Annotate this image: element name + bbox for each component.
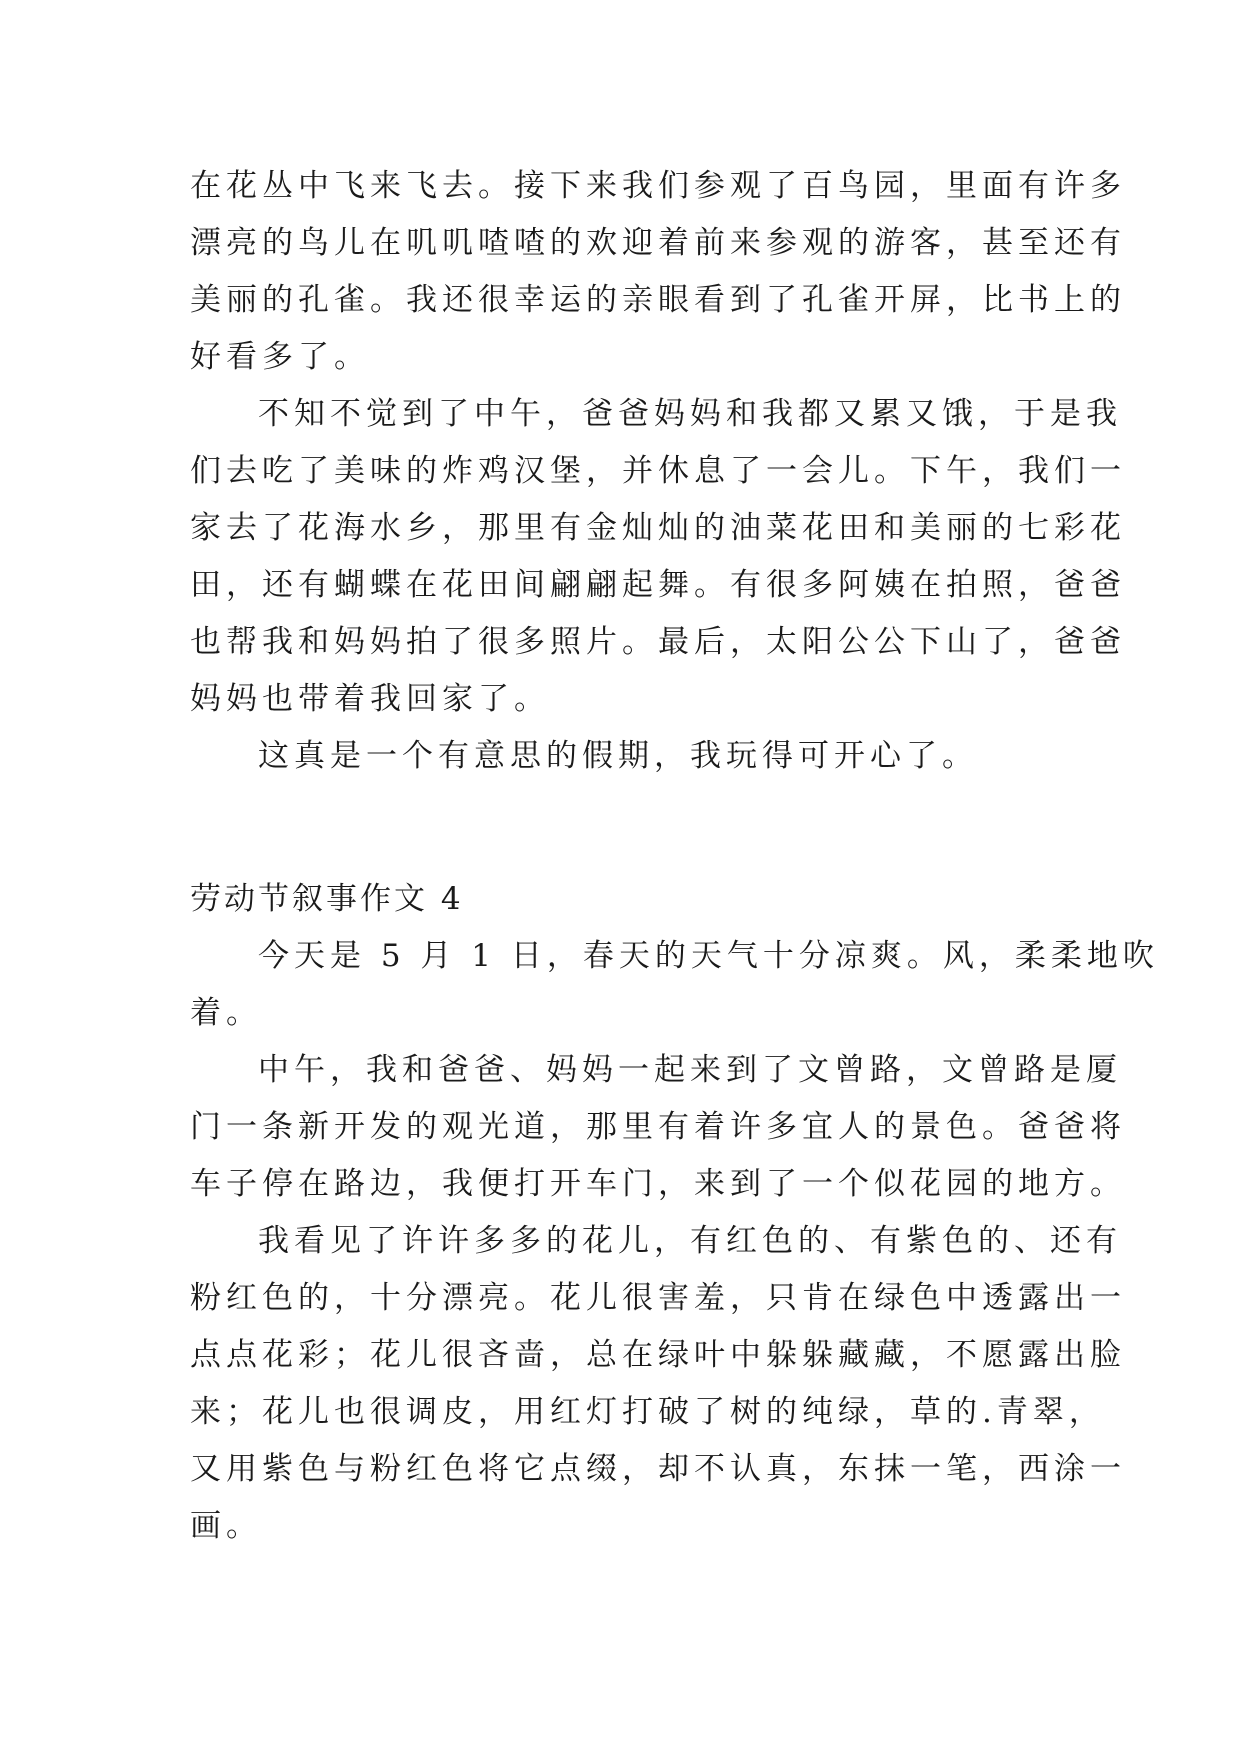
- paragraphs-before: [190, 158, 1126, 785]
- text-line: 这真是一个有意思的假期，我玩得可开心了。: [258, 738, 978, 774]
- text-line: 我看见了许许多多的花儿，有红色的、有紫色的、还有: [258, 1223, 1122, 1259]
- text-line: 粉红色的，十分漂亮。花儿很害羞，只肯在绿色中透露出一: [190, 1280, 1126, 1316]
- text-line: 画。: [190, 1508, 262, 1544]
- paragraphs-after: [190, 928, 1159, 1555]
- text-line: 也帮我和妈妈拍了很多照片。最后，太阳公公下山了，爸爸: [190, 624, 1126, 660]
- paragraph-p2: [190, 386, 1126, 728]
- text-line: 不知不觉到了中午，爸爸妈妈和我都又累又饿，于是我: [258, 396, 1122, 432]
- text-line: 中午，我和爸爸、妈妈一起来到了文曾路，文曾路是厦: [258, 1052, 1122, 1088]
- text-line: 好看多了。: [190, 339, 370, 375]
- paragraph-p1: [190, 158, 1126, 386]
- text-line: 着。: [190, 995, 262, 1031]
- text-line: 田，还有蝴蝶在花田间翩翩起舞。有很多阿姨在拍照，爸爸: [190, 567, 1126, 603]
- text-line: 妈妈也带着我回家了。: [190, 681, 550, 717]
- text-line: 来；花儿也很调皮，用红灯打破了树的纯绿，草的.青翠，: [190, 1394, 1105, 1430]
- section-heading: 劳动节叙事作文 4: [190, 881, 464, 917]
- text-line: 漂亮的鸟儿在叽叽喳喳的欢迎着前来参观的游客，甚至还有: [190, 225, 1126, 261]
- paragraph-p3: [190, 728, 1060, 785]
- text-line: 车子停在路边，我便打开车门，来到了一个似花园的地方。: [190, 1166, 1126, 1202]
- paragraph-p4: [190, 928, 1159, 1042]
- text-line: 今天是 5 月 1 日，春天的天气十分凉爽。风，柔柔地吹: [258, 938, 1159, 974]
- text-line: 家去了花海水乡，那里有金灿灿的油菜花田和美丽的七彩花: [190, 510, 1126, 546]
- section-gap: [190, 785, 1060, 871]
- text-line: 在花丛中飞来飞去。接下来我们参观了百鸟园，里面有许多: [190, 168, 1126, 204]
- text-line: 们去吃了美味的炸鸡汉堡，并休息了一会儿。下午，我们一: [190, 453, 1126, 489]
- paragraph-p6: [190, 1213, 1126, 1555]
- text-line: 门一条新开发的观光道，那里有着许多宜人的景色。爸爸将: [190, 1109, 1126, 1145]
- paragraph-p5: [190, 1042, 1126, 1213]
- text-line: 点点花彩；花儿很吝啬，总在绿叶中躲躲藏藏，不愿露出脸: [190, 1337, 1126, 1373]
- text-line: 美丽的孔雀。我还很幸运的亲眼看到了孔雀开屏，比书上的: [190, 282, 1126, 318]
- document-body: [190, 158, 1159, 1555]
- text-line: 又用紫色与粉红色将它点缀，却不认真，东抹一笔，西涂一: [190, 1451, 1126, 1487]
